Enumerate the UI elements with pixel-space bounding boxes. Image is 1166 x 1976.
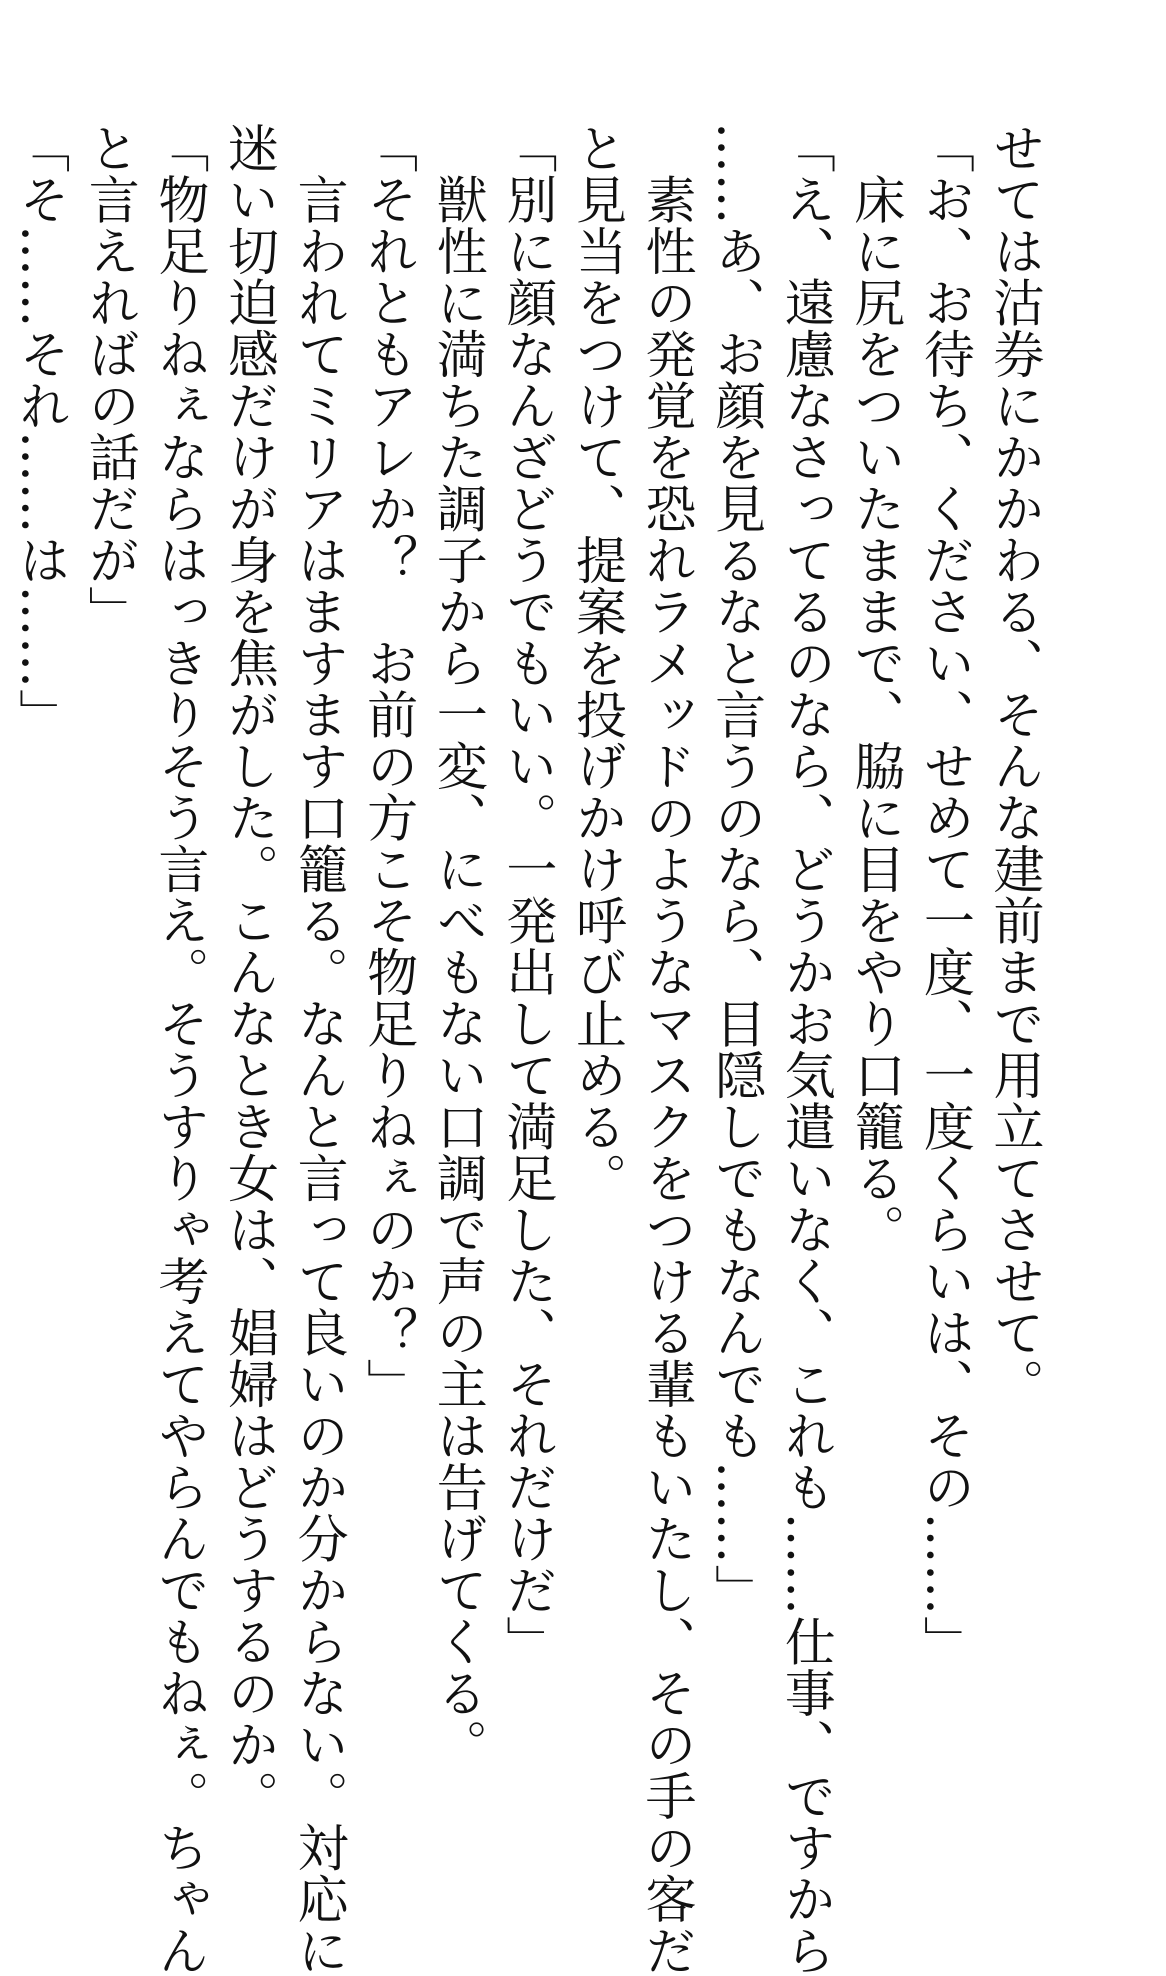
text-line: 床に尻をついたままで、脇に目をやり口籠る。 (844, 122, 904, 1255)
text-line: 言われてミリアはますます口籠る。なんと言って良いのか分からない。対応に (288, 122, 348, 1976)
text-line: 「別に顔なんざどうでもいい。一発出して満足した、それだけだ」 (496, 122, 556, 1667)
text-line: と見当をつけて、提案を投げかけ呼び止める。 (566, 122, 626, 1204)
text-line: 「お、お待ち、ください、せめて一度、一度くらいは、その……」 (914, 122, 974, 1667)
text-line: 「物足りねぇならはっきりそう言え。そうすりゃ考えてやらんでもねぇ。ちゃん (148, 122, 208, 1976)
text-line: 「それともアレか？ お前の方こそ物足りねぇのか？」 (357, 122, 417, 1410)
text-line: と言えればの話だが」 (79, 122, 139, 637)
text-line: 「え、遠慮なさってるのなら、どうかお気遣いなく、これも……仕事、ですから (775, 122, 835, 1976)
text-line: 迷い切迫感だけが身を焦がした。こんなとき女は、娼婦はどうするのか。 (218, 122, 278, 1822)
text-line: 「そ……それ……は……」 (9, 122, 69, 740)
text-line: ……あ、お顔を見るなと言うのなら、目隠しでもなんでも……」 (705, 122, 765, 1616)
text-line: 素性の発覚を恐れラメッドのようなマスクをつける輩もいたし、その手の客だ (636, 122, 696, 1976)
text-line: せては沽券にかかわる、そんな建前まで用立てさせて。 (984, 122, 1043, 1410)
vertical-text-body (9, 122, 1048, 1976)
text-line: 獣性に満ちた調子から一変、にべもない口調で声の主は告げてくる。 (427, 122, 487, 1770)
